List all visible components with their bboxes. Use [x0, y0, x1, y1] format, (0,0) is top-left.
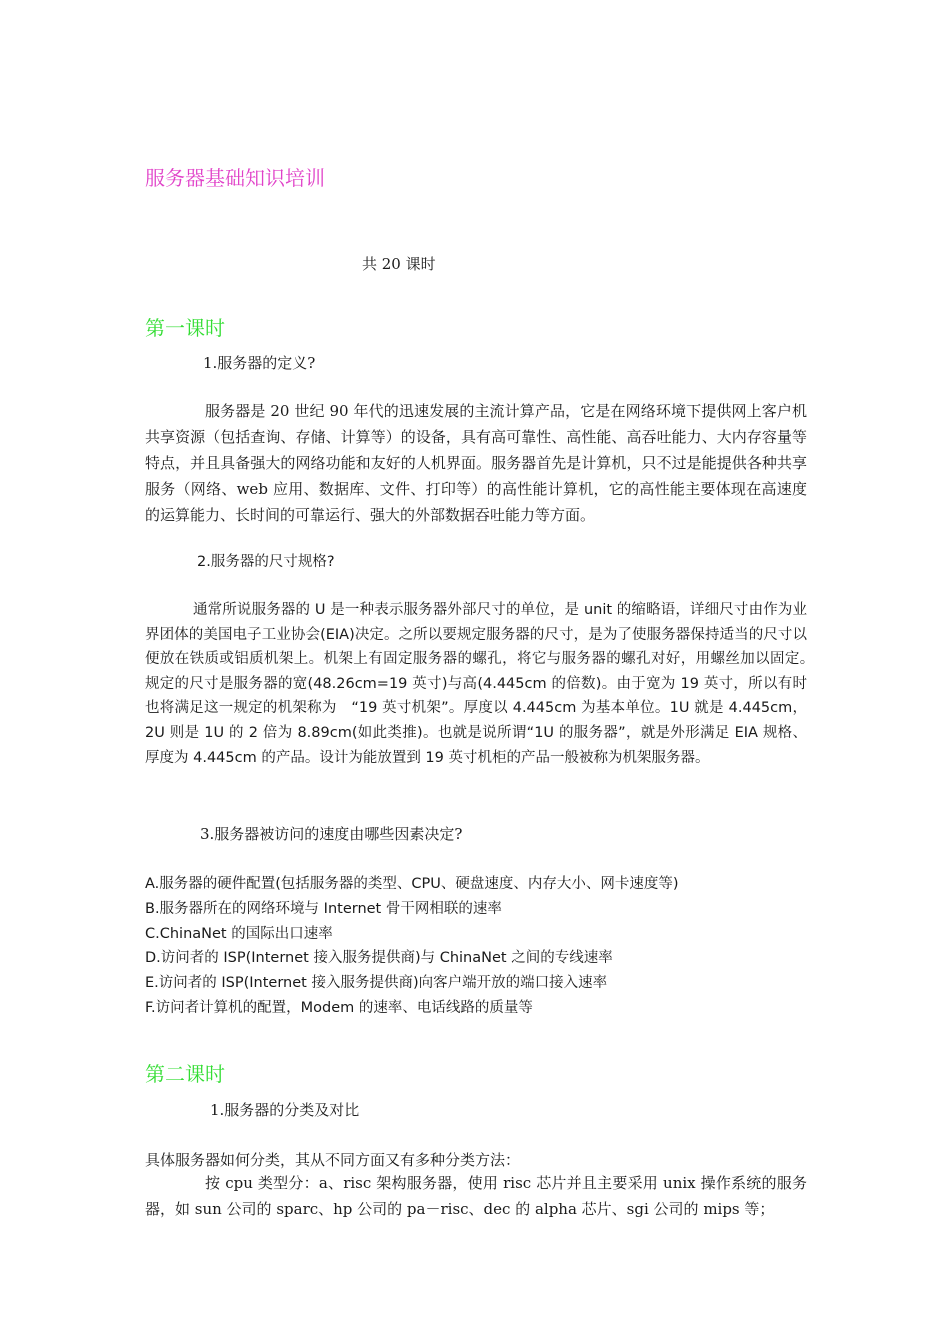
- lesson1-size-paragraph: 通常所说服务器的 U 是一种表示服务器外部尺寸的单位，是 unit 的缩略语，详细尺寸由作为业界团体的美国电子工业协会(EIA)决定。之所以要规定服务器的尺寸，是为了使服务器保持适当的尺寸以便放在铁质或铝质机架上。机架上有固定服务器的螺孔，将它与服务器的螺孔对好，用螺丝加以固定。 规定的尺寸是服务器的宽(48.26cm=19 英寸)与高(4.445cm 的倍数)。由于宽为 19 英寸，所以有时也将满足这一规定的机架称为 “19 英寸机架”。厚度以 4.445cm 为基本单位。1U 就是 4.445cm，2U 则是 1U 的 2 倍为 8.89cm(如此类推)。也就是说所谓“1U 的服务器”，就是外形满足 EIA 规格、厚度为 4.445cm 的产品。设计为能放置到 19 英寸机柜的产品一般被称为机架服务器。: [145, 602, 822, 766]
- speed-factors-list: [145, 872, 679, 1021]
- lesson1-question-1: 1.服务器的定义?: [203, 354, 316, 372]
- list-item: B.服务器所在的网络环境与 Internet 骨干网相联的速率: [145, 900, 502, 917]
- document-title: 服务器基础知识培训: [145, 166, 325, 190]
- list-item: D.访问者的 ISP(Internet 接入服务提供商)与 ChinaNet 之间的专线速率: [145, 950, 613, 967]
- lesson1-question-2: 2.服务器的尺寸规格?: [197, 554, 335, 570]
- lesson2-intro: 具体服务器如何分类，其从不同方面又有多种分类方法：: [145, 1151, 521, 1169]
- lesson1-question-3: 3.服务器被访问的速度由哪些因素决定?: [200, 825, 463, 843]
- list-item: A.服务器的硬件配置(包括服务器的类型、CPU、硬盘速度、内存大小、网卡速度等): [145, 876, 679, 892]
- list-item: E.访问者的 ISP(Internet 接入服务提供商)向客户端开放的端口接入速率: [145, 975, 608, 992]
- lesson1-heading: 第一课时: [145, 316, 225, 340]
- course-hours: 共 20 课时: [362, 255, 436, 273]
- list-item: C.ChinaNet 的国际出口速率: [145, 925, 333, 942]
- lesson1-definition-paragraph: 服务器是 20 世纪 90 年代的迅速发展的主流计算产品，它是在网络环境下提供网上客户机共享资源（包括查询、存储、计算等）的设备，具有高可靠性、高性能、高吞吐能力、大内存容量等特点，并且具备强大的网络功能和友好的人机界面。服务器首先是计算机，只不过是能提供各种共享服务（网络、web 应用、数据库、文件、打印等）的高性能计算机，它的高性能主要体现在高速度的运算能力、长时间的可靠运行、强大的外部数据吞吐能力等方面。: [145, 402, 807, 524]
- lesson2-cpu-classification-paragraph: 按 cpu 类型分：a、risc 架构服务器，使用 risc 芯片并且主要采用 unix 操作系统的服务器，如 sun 公司的 sparc、hp 公司的 pa－risc、dec 的 alpha 芯片、sgi 公司的 mips 等；: [145, 1174, 807, 1218]
- list-item: F.访问者计算机的配置，Modem 的速率、电话线路的质量等: [145, 999, 533, 1016]
- lesson2-heading: 第二课时: [145, 1062, 225, 1086]
- lesson2-question-1: 1.服务器的分类及对比: [210, 1101, 360, 1119]
